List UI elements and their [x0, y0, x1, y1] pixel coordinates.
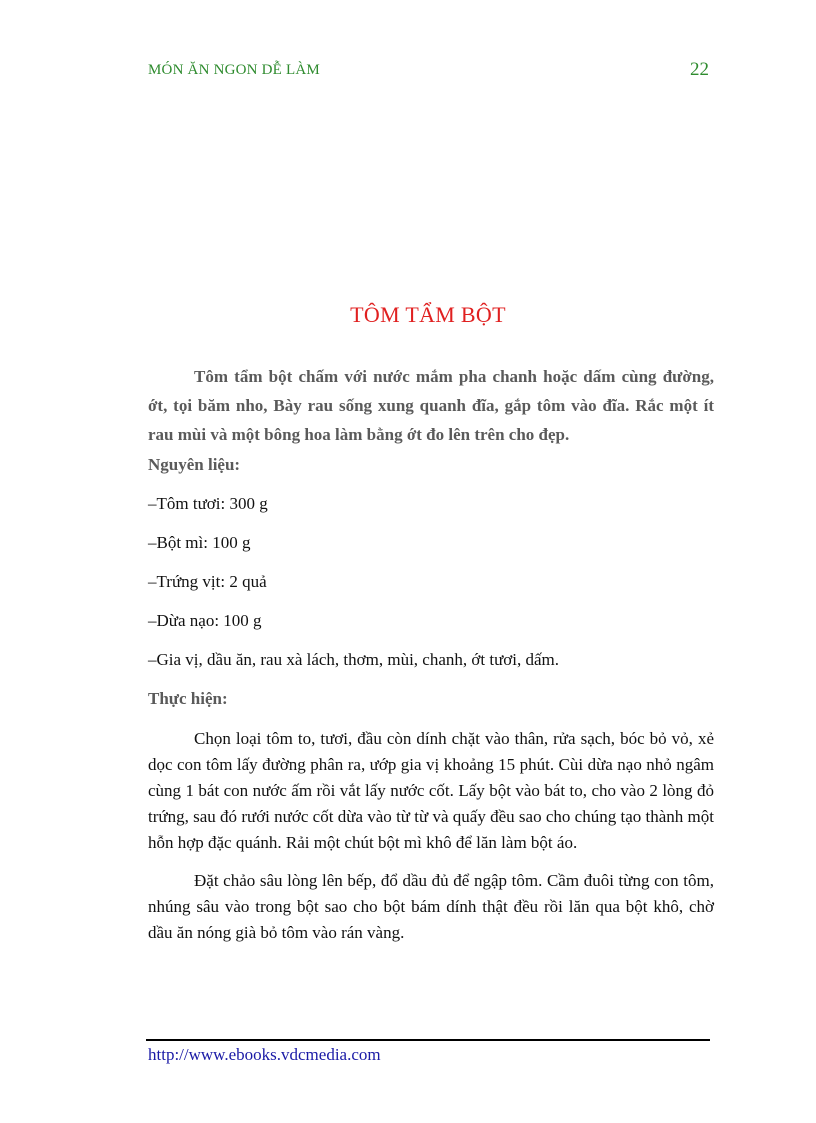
page-number: 22 [690, 59, 709, 80]
method-heading: Thực hiện: [148, 689, 228, 708]
ingredient-item: –Trứng vịt: 2 quả [148, 572, 267, 591]
method-step: Chọn loại tôm to, tươi, đầu còn dính chặt vào thân, rửa sạch, bóc bỏ vỏ, xẻ dọc con tôm lấy đường phân ra, ướp gia vị khoảng 15 phút. Cùi dừa nạo nhỏ ngâm cùng 1 bát con nước ấm rồi vắt lấy nước cốt. Lấy bột vào bát to, cho vào 2 lòng đỏ trứng, sau đó rưới nước cốt dừa vào từ từ và quấy đều sao cho chúng tạo thành một hỗn hợp đặc quánh. Rải một chút bột mì khô để lăn làm bột áo. [148, 729, 714, 852]
recipe-title: TÔM TẨM BỘT [350, 302, 506, 327]
ingredient-item: –Gia vị, dầu ăn, rau xà lách, thơm, mùi, chanh, ớt tươi, dấm. [148, 650, 560, 669]
ingredient-item: –Dừa nạo: 100 g [148, 611, 262, 630]
method-step: Đặt chảo sâu lòng lên bếp, đổ dầu đủ để ngập tôm. Cầm đuôi từng con tôm, nhúng sâu vào trong bột sao cho bột bám dính thật đều rồi lăn qua bột khô, chờ dầu ăn nóng già bỏ tôm vào rán vàng. [148, 871, 714, 942]
ingredients-heading: Nguyên liệu: [148, 455, 241, 474]
book-title: MÓN ĂN NGON DỄ LÀM [148, 62, 320, 78]
footer-divider [146, 1039, 710, 1041]
ingredient-item: –Bột mì: 100 g [148, 533, 251, 552]
footer-website-link[interactable]: http://www.ebooks.vdcmedia.com [148, 1045, 381, 1064]
recipe-intro: Tôm tẩm bột chấm với nước mắm pha chanh hoặc dấm cùng đường, ớt, tọi băm nho, Bày rau sống xung quanh đĩa, gắp tôm vào đĩa. Rắc một ít rau mùi và một bông hoa làm bằng ớt đo lên trên cho đẹp. [148, 367, 714, 444]
ingredient-item: –Tôm tươi: 300 g [148, 494, 268, 513]
